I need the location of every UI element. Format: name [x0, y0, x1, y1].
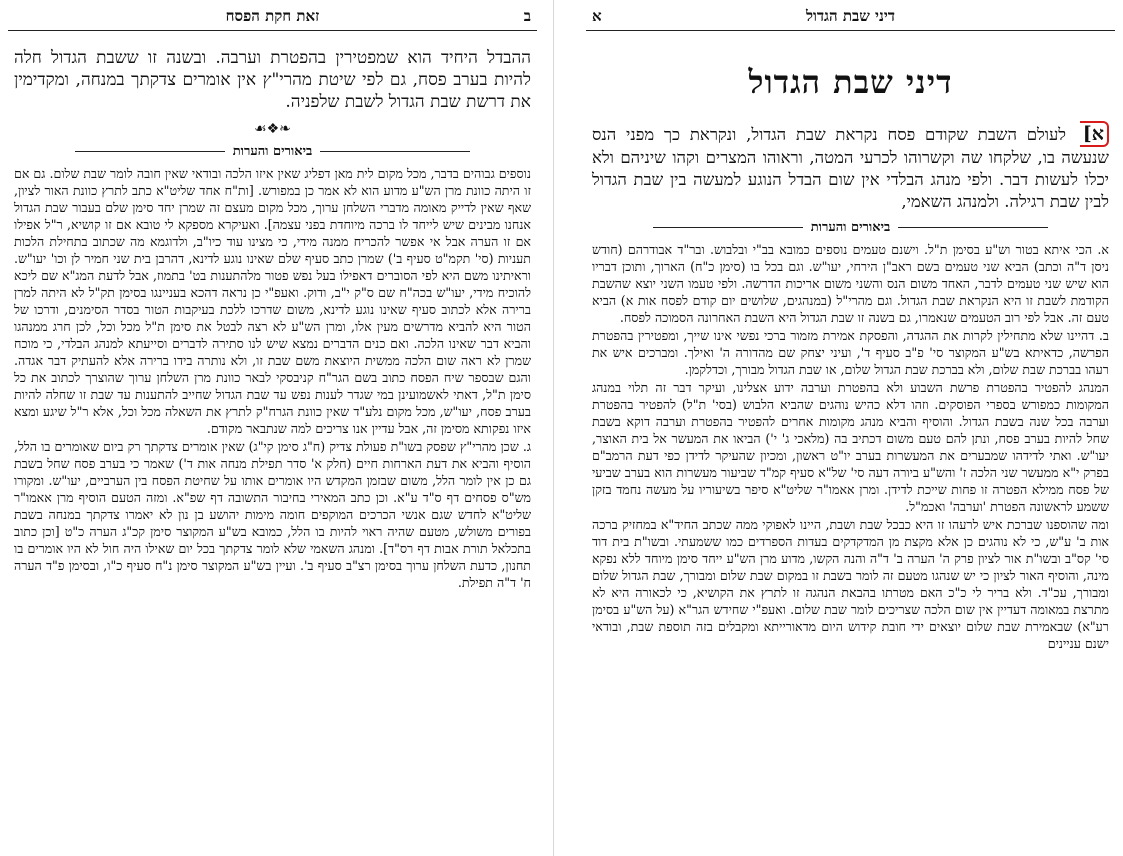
paragraph-label: א]	[1080, 121, 1109, 147]
chapter-title: דיני שבת הגדול	[748, 63, 953, 101]
right-notes-heading	[592, 219, 1109, 235]
heading-rule	[653, 227, 803, 228]
left-running-head	[8, 4, 537, 31]
heading-rule	[898, 227, 1048, 228]
page-gutter	[553, 0, 554, 856]
note-g: ג. שכן מהרי"ץ שפסק בשו"ת פעולת צדיק (ח"ג סימן קי"ג) שאין אומרים צדקתך רק ביום שאומרים בו הלל, הוסיף והביא את דעת הארחות חיים (חלק א' סדר תפילת מנחה אות ד') שאמר כי בערב פסח שחל בשבת גם כן אין לומר הלל, משום שבזמן המקדש היו אומרים אותו על שחיטת הפסח בין הערביים, יעו"ש. ומקורו מש"ס פסחים דף ס"ד ע"א. וכן כתב המאירי בחיבור התשובה דף שפ"א. ומזה הטעם הוסיף מרן אאמו"ר שליט"א לחדש שגם אנשי הכרכים המוקפים חומה מימות יהושע בן נון לא יאמרו צדקתך במנחה בשבת בפורים משולש, מטעם שהיה ראוי להיות בו הלל, כמובא בש"ע המקוצר סימן קכ"ג הערה כ"ט [וכן כתוב בתכלאל תורת אבות דף רס"ד]. ומנהג השאמי שלא לומר צדקתך בכל יום שאילו היה חול לא היו אומרים בו תחנון, כדעת השלחן ערוך בסימן רצ"ב סעיף ב'. ועיין בש"ע המקוצר סימן נ"ח סעיף כ"ו, ובסימן פ"ד הערה ח' ד"ה תפילת.	[14, 439, 531, 590]
left-page-letter: ב	[523, 7, 531, 25]
note-umah: ומה שהוספנו שברכת איש לרעהו זו היא כבכל שבת ושבת, היינו לאפוקי ממה שכתב החיד"א במחזיק ברכה אות ב' ע"ש, כי לא נוהגים כן אלא מקצת מן המדקדקים בעדות הספרדים כמו ששמעתי. ובשו"ת בית דוד סי' קס"ב ובשו"ת אור לציון פרק ה' הערה ב' ד"ה והנה הקשו, מדוע מרן הש"ע ייחד סימן מיוחד ללא נפקא מינה, והוסיף האור לציון כי יש שנהגו מטעם זה לומר בשבת זו במקום שבת שלום ומבורך, שבת הגדול שלום ומבורך, עכ"ד. ולא בריר לי כ"כ האם מטרתו בהבאת הנהגה זו לתרץ את הקושיא, כי לכאורה היא לא מתרצת במאומה דעדיין אין שום הלכה שצריכים לומר שבת שלום. ואעפ"י שחידש הגר"א (על הש"ע בסימן רע"א) שבאמירת שבת שלום יוצאים ידי חובת קידוש היום מדאורייתא ומקבלים בזה תוספת שבת, ובודאי ישנם עניינים	[592, 517, 1109, 651]
right-notes	[592, 241, 1109, 652]
right-main-text	[592, 121, 1109, 213]
left-main-text: ההבדל היחיד הוא שמפטירין בהפטרת וערבה. ובשנה זו ששבת הגדול חלה להיות בערב פסח, גם לפי שיטת מהרי"ץ אין אומרים צדקתך במנחה, ומקדימין את דרשת שבת הגדול לשבת שלפניה.	[14, 48, 531, 112]
right-running-head	[586, 4, 1115, 31]
left-notes-heading-text: ביאורים והערות	[232, 144, 313, 159]
right-notes-heading-text: ביאורים והערות	[810, 220, 891, 235]
heading-rule	[75, 151, 225, 152]
right-page	[578, 0, 1123, 856]
left-notes	[14, 165, 531, 591]
note-a: א. הכי איתא בטור וש"ע בסימן ת"ל. וישנם טעמים נוספים כמובא בב"י ובלבוש. ובר"ד אבודרהם (חודש ניסן ד"ה וכתב) הביא שני טעמים בשם ראב"ן הירחי, יעו"ש. וגם בכל בו (סימן כ"ח) הארוך, ותוכן דבריו הוא שיש שני טעמים לדבר, האחד משום הנס והשני משום אריכות הדרשה. ולפי טעמו השני יוצא שהשבת הקודמת לשבת זו היא הנקראת שבת הגדול. וגם מהרי"ל (במנהגים, שלושים יום קודם לפסח אות א) הביא טעם זה. אבל לפי רוב הטעמים שנאמרו, גם בשנה זו שבת הגדול היא השבת האחרונה הסמוכה לפסח.	[592, 242, 1109, 325]
note-minhag: המנהג להפטיר בהפטרת פרשת השבוע ולא בהפטרת וערבה ידוע אצלינו, ועיקר דבר זה תלוי במנהג המקומות כמפורש בספרי הפוסקים. וזהו דלא כהיש נוהגים שהביא הלבוש (בסי' ת"ל) להפטיר בהפטרת וערבה בכל שנה בשבת הגדול. והוסיף והביא מנהג מקומות אחרים להפטיר בהפטרת וערבה דוקא בשבת שחל להיות בערב פסח, ונתן להם טעם משום דכתיב בה (מלאכי ג' י') הביאו את המעשר אל בית האוצר, יעו"ש. ואתי לדידהו שמבערים את המעשרות בערב יו"ט ראשון, ומכיון שהעיקר לדידן כפי דעת הרמב"ם בפרק י"א ממעשר שני הלכה ז' והש"ע ביורה דעה סי' של"א סעיף קמ"ד שביעור מעשרות הוא בערב שביעי של פסח ממילא הפטרה זו פחות שייכת לדידן. ומרן אאמו"ר שליט"א סיפר בשיעוריו על מעשה נחמד בזקן ששמע לראשונה הפטרת 'וערבה' ואכמ"ל.	[592, 380, 1109, 514]
left-page	[0, 0, 545, 856]
heading-rule	[320, 151, 470, 152]
right-running-title: דיני שבת הגדול	[805, 7, 896, 25]
left-notes-heading	[14, 143, 531, 159]
note-continuation: נוספים גבוהים בדבר, מכל מקום לית מאן דפליג שאין איזו הלכה ובודאי שאין חובה לומר שבת שלום. גם אם זו היתה כוונת מרן הש"ע מדוע הוא לא אמר כן במפורש. [ות"ח אחד שליט"א כתב לתרץ כוונת האור לציון, שאף שאין לדייק מאומה מדברי השלחן ערוך, מכל מקום מעצם זה שמרן יחד סימן שלם בעבור שבת הגדול אנחנו מבינים שיש לייחד לו ברכה מיוחדת בפני עצמה]. ואעיקרא מספקא לי טובא אם זו קושיא, ר"ל אפילו אם זו הערה אבל אי אפשר להכריח ממנה מידי, כי מצינו עוד כיו"ב, ולדוגמא מה שכתוב בתחילת הלכות תעניות (סי' תקמ"ט סעיף ב') שמרן כתב סעיף שלם שאינו נוגע לדינא, דהרבן בית שני חמיר לן וכו' יעו"ש. וראיתינו משם היא לפי הסוברים דאפילו בעל נפש פטור מלהתענות בט' בתמוז, אבל לדעת המג"א שם ליכא להוכיח מידי, יעו"ש בכה"ח שם ס"ק י"ב, ודוק. ואעפ"י כן נראה דהכא בעניינגו בסימן תק"ל לא היתה למרן ברירה אלא לכתוב סעיף שאינו נוגע לדינא, משום שדרכו ללכת בעיקבות הטור בסדר הסימנים, ודרכו של הטור היא להביא מדרשים מעין אלו, ומרן הש"ע לא רצה לבטל את סימן ת"ל מכל וכל, לכן חרג ממנהגו והביא דבר שאינו הלכה. ואם כנים הדברים נמצא שיש לנו סתירה לדברים וסייעתא למנהג הבלדי, כי מוכח שמרן לא ראה שום הלכה ממשית היוצאת משם שבת זו, ולא נותרה בידו ברירה אלא להעתיק דבר אגדה. והגם שבספר שיח הפסח כתוב בשם הגר"ח קניבסקי לבאר כוונת מרן השלחן ערוך שהוצרך לכתוב את כל סימן ת"ל, דאתי לאשמועינן במי שגדר לענות נפש עד שבת הגדול שחייב להתענות עד שבת זו שחלה להיות בערב פסח, יעו"ש, מכל מקום נלע"ד שאין כוונת הגרח"ק לתרץ את השאלה מכל וכל, אלא ר"ל שיגע ומצא איזו נפקותא מסימן זה, אבל עדיין אנו צריכים למה שנתבאר מקודם.	[14, 166, 531, 436]
right-main-body: לעולם השבת שקודם פסח נקראת שבת הגדול, ונקראת כך מפני הנס שנעשה בו, שלקחו שה וקשרוהו לכרעי המטה, וראוהו המצרים וקהו שיניהם ולא יכלו לעשות דבר. ולפי מנהג הבלדי אין שום הבדל הנוגע למעשה בין שבת הגדול לבין שבת רגילה. ולמנהג השאמי,	[592, 125, 1109, 211]
note-b: ב. דהיינו שלא מתחילין לקרות את ההגדה, והפסקת אמירת מזמור ברכי נפשי אינו שייך, ומפטירין בהפטרת הפרשה, כדאיתא בש"ע המקוצר סי' פ"ב סעיף ד', ועיני יצחק שם מהדורה ה' ואילך. ומברכים איש את רעהו בברכת שבת שלום, ולא בברכת שבת הגדול שלום, או שבת הגדול מבורך, וכדלקמן.	[592, 328, 1109, 377]
left-running-title: זאת חקת הפסח	[225, 7, 320, 25]
right-page-letter: א	[592, 7, 602, 25]
fleuron-ornament: ❧❖☙	[254, 121, 291, 137]
